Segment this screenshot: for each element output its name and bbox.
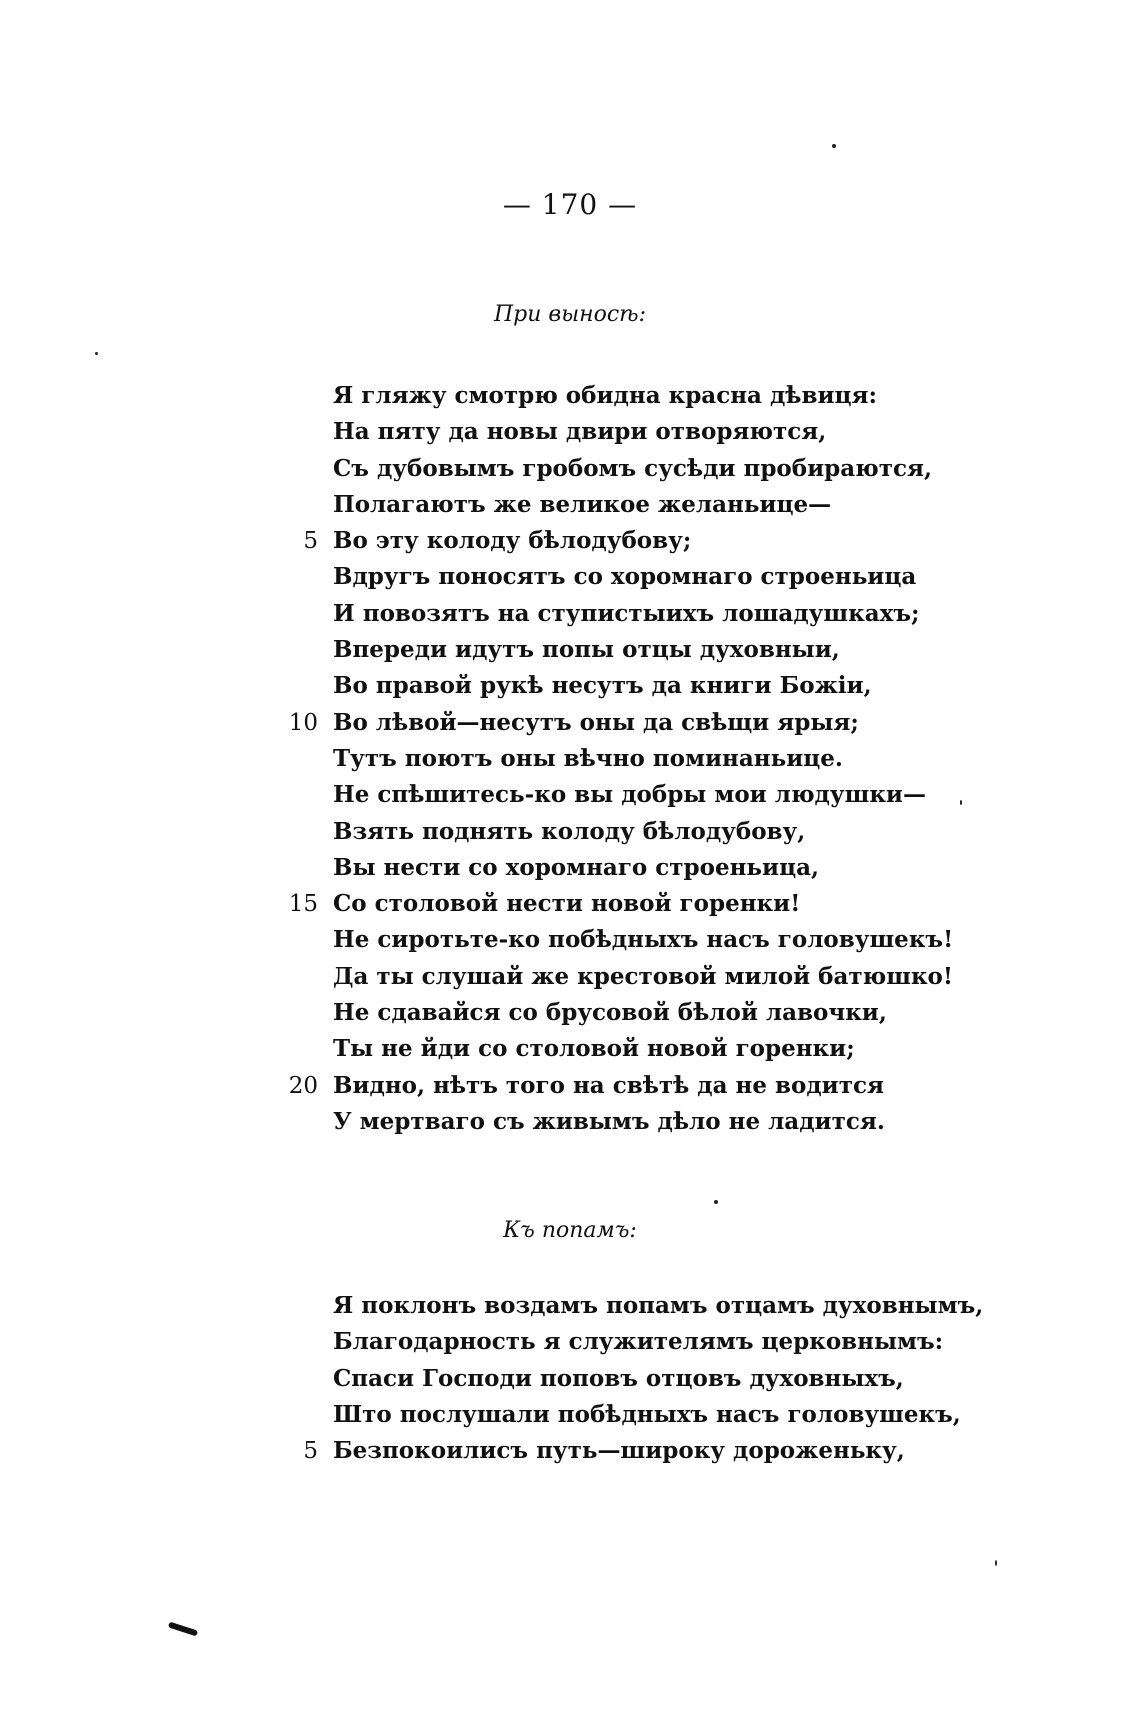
verse-line — [0, 741, 1140, 777]
verse-text: Не сдавайся со брусовой бѣлой лавочки, — [333, 999, 887, 1027]
verse-line — [0, 1031, 1140, 1067]
verse-line — [0, 959, 1140, 995]
verse-line — [0, 1324, 1140, 1360]
line-number: 15 — [288, 891, 318, 918]
verse-text: Што послушали побѣдныхъ насъ головушекъ, — [333, 1400, 961, 1428]
verse-text: Тутъ поютъ оны вѣчно поминаньице. — [333, 744, 843, 772]
verse-text: Спаси Господи поповъ отцовъ духовныхъ, — [333, 1364, 904, 1392]
scan-speck — [95, 352, 98, 355]
verse-text: Во эту колоду бѣлодубову; — [333, 527, 692, 555]
scan-mark — [168, 1622, 198, 1637]
verse-line — [0, 705, 1140, 741]
line-number: 10 — [288, 709, 318, 736]
section-title-popam: Къ попамъ: — [503, 1218, 637, 1243]
verse-line — [0, 850, 1140, 886]
verse-text: Не сиротьте-ко побѣдныхъ насъ головушекъ! — [333, 926, 954, 954]
poem-vynos — [0, 378, 1140, 1140]
verse-line — [0, 777, 1140, 813]
verse-text: И повозятъ на ступистыихъ лошадушкахъ; — [333, 599, 920, 627]
scan-speck — [832, 144, 836, 148]
verse-text: На пяту да новы двири отворяются, — [333, 418, 827, 446]
verse-text: Безпокоилисъ путь—широку дороженьку, — [333, 1437, 905, 1465]
verse-line — [0, 632, 1140, 668]
verse-text: Благодарность я служителямъ церковнымъ: — [333, 1328, 944, 1356]
verse-text: Я гляжу смотрю обидна красна дѣвиця: — [333, 382, 877, 409]
line-number: 20 — [288, 1072, 318, 1099]
verse-line — [0, 1288, 1140, 1324]
verse-line — [0, 668, 1140, 704]
verse-text: Вдругъ поносятъ со хоромнаго строеньица — [333, 563, 917, 591]
verse-line — [0, 451, 1140, 487]
scan-speck — [960, 800, 962, 805]
verse-line — [0, 523, 1140, 559]
line-number: 5 — [303, 1438, 318, 1465]
section-title-vynos: При выносѣ: — [493, 302, 647, 327]
verse-line — [0, 1361, 1140, 1397]
verse-text: Со столовой нести новой горенки! — [333, 890, 801, 918]
verse-text: Не спѣшитесь-ко вы добры мои людушки— — [333, 781, 926, 809]
page-number: — 170 — — [502, 188, 638, 221]
verse-text: У мертваго съ живымъ дѣло не ладится. — [333, 1107, 885, 1135]
verse-line — [0, 1433, 1140, 1469]
line-number: 5 — [303, 528, 318, 555]
verse-text: Впереди идутъ попы отцы духовныи, — [333, 636, 840, 664]
verse-line — [0, 1397, 1140, 1433]
verse-text: Ты не йди со столовой новой горенки; — [333, 1035, 855, 1063]
verse-text: Я поклонъ воздамъ попамъ отцамъ духовнымъ, — [333, 1292, 984, 1319]
scan-speck — [714, 1200, 718, 1204]
verse-line — [0, 886, 1140, 922]
verse-text: Взять поднять колоду бѣлодубову, — [333, 817, 806, 845]
verse-line — [0, 814, 1140, 850]
verse-text: Полагаютъ же великое желаньице— — [333, 490, 832, 518]
verse-line — [0, 995, 1140, 1031]
verse-text: Съ дубовымъ гробомъ сусѣди пробираются, — [333, 454, 932, 482]
verse-line — [0, 414, 1140, 450]
verse-text: Во лѣвой—несутъ оны да свѣщи ярыя; — [333, 708, 859, 736]
verse-line — [0, 922, 1140, 958]
verse-line — [0, 487, 1140, 523]
verse-line — [0, 378, 1140, 414]
verse-line — [0, 596, 1140, 632]
verse-line — [0, 1068, 1140, 1104]
verse-line — [0, 559, 1140, 595]
poem-popam — [0, 1288, 1140, 1469]
verse-text: Вы нести со хоромнаго строеньица, — [333, 853, 819, 881]
verse-text: Видно, нѣтъ того на свѣтѣ да не водится — [333, 1071, 884, 1099]
scan-speck — [995, 1560, 997, 1566]
verse-text: Да ты слушай же крестовой милой батюшко! — [333, 962, 953, 990]
verse-line — [0, 1104, 1140, 1140]
verse-text: Во правой рукѣ несутъ да книги Божіи, — [333, 672, 872, 700]
